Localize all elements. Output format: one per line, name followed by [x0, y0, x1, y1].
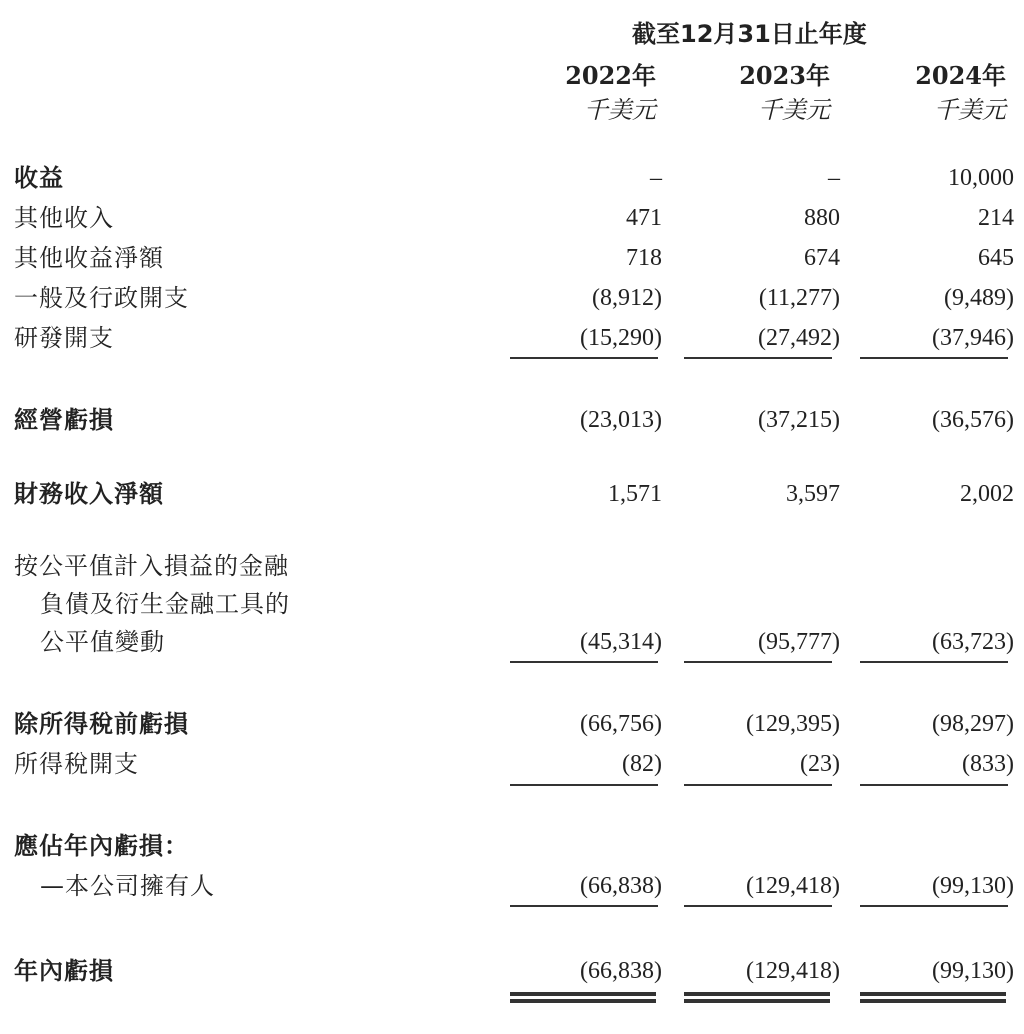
row-label-other-income: 其他收入	[14, 204, 114, 232]
row-label-loss-attributable: 應佔年內虧損：	[14, 832, 189, 860]
row-value-finance-income-2022: 1,571	[608, 481, 662, 507]
row-value-finance-income-2024: 2,002	[960, 481, 1014, 507]
total-double-rule-top-2023	[684, 992, 830, 996]
row-label-operating-loss: 經營虧損	[14, 406, 114, 434]
row-label-revenue: 收益	[14, 164, 64, 192]
total-double-rule-top-2022	[510, 992, 656, 996]
total-double-rule-bottom-2024	[860, 999, 1006, 1003]
row-label-loss-for-year: 年內虧損	[14, 957, 114, 985]
subtotal-rule-2-2024	[860, 661, 1008, 663]
row-value-owners-2022: (66,838)	[580, 873, 662, 899]
row-value-other-gains-2022: 718	[626, 245, 662, 271]
row-label-other-gains: 其他收益淨額	[14, 244, 164, 272]
unit-label-2024: 千美元	[934, 96, 1006, 124]
subtotal-rule-2-2022	[510, 661, 658, 663]
total-double-rule-bottom-2022	[510, 999, 656, 1003]
row-value-admin-expenses-2022: (8,912)	[592, 285, 662, 311]
row-value-revenue-2022: –	[650, 165, 662, 191]
subtotal-rule-3-2023	[684, 784, 832, 786]
unit-label-2022: 千美元	[584, 96, 656, 124]
row-value-rd-expenses-2023: (27,492)	[758, 325, 840, 351]
year-2022-heading: 2022年	[565, 61, 656, 90]
row-value-other-gains-2023: 674	[804, 245, 840, 271]
row-value-other-gains-2024: 645	[978, 245, 1014, 271]
row-label-fair-value-line-3: 公平值變動	[40, 628, 165, 656]
row-value-income-tax-2022: (82)	[622, 751, 662, 777]
subtotal-rule-4-2023	[684, 905, 832, 907]
subtotal-rule-3-2024	[860, 784, 1008, 786]
period-heading: 截至12月31日止年度	[632, 20, 867, 48]
row-value-loss-for-year-2024: (99,130)	[932, 958, 1014, 984]
row-value-admin-expenses-2023: (11,277)	[758, 285, 840, 311]
row-value-fair-value-2022: (45,314)	[580, 629, 662, 655]
subtotal-rule-4-2022	[510, 905, 658, 907]
row-label-owners: —本公司擁有人	[40, 872, 215, 900]
subtotal-rule-2023	[684, 357, 832, 359]
row-value-owners-2023: (129,418)	[746, 873, 840, 899]
row-value-other-income-2024: 214	[978, 205, 1014, 231]
row-value-loss-before-tax-2022: (66,756)	[580, 711, 662, 737]
unit-label-2023: 千美元	[758, 96, 830, 124]
subtotal-rule-2024	[860, 357, 1008, 359]
row-value-admin-expenses-2024: (9,489)	[944, 285, 1014, 311]
row-value-operating-loss-2022: (23,013)	[580, 407, 662, 433]
year-2023-heading: 2023年	[739, 61, 830, 90]
total-double-rule-top-2024	[860, 992, 1006, 996]
subtotal-rule-4-2024	[860, 905, 1008, 907]
row-label-fair-value-line-1: 按公平值計入損益的金融	[14, 552, 289, 580]
row-label-fair-value-line-2: 負債及衍生金融工具的	[40, 590, 290, 618]
row-value-revenue-2024: 10,000	[948, 165, 1014, 191]
row-value-revenue-2023: –	[828, 165, 840, 191]
row-value-income-tax-2024: (833)	[962, 751, 1014, 777]
row-value-owners-2024: (99,130)	[932, 873, 1014, 899]
row-value-rd-expenses-2022: (15,290)	[580, 325, 662, 351]
row-value-loss-before-tax-2024: (98,297)	[932, 711, 1014, 737]
row-label-finance-income: 財務收入淨額	[14, 480, 164, 508]
row-value-loss-for-year-2023: (129,418)	[746, 958, 840, 984]
row-value-rd-expenses-2024: (37,946)	[932, 325, 1014, 351]
row-value-fair-value-2023: (95,777)	[758, 629, 840, 655]
total-double-rule-bottom-2023	[684, 999, 830, 1003]
subtotal-rule-2-2023	[684, 661, 832, 663]
row-label-rd-expenses: 研發開支	[14, 324, 114, 352]
row-label-income-tax: 所得稅開支	[14, 750, 139, 778]
row-value-income-tax-2023: (23)	[800, 751, 840, 777]
row-value-other-income-2023: 880	[804, 205, 840, 231]
subtotal-rule-2022	[510, 357, 658, 359]
row-value-operating-loss-2023: (37,215)	[758, 407, 840, 433]
year-2024-heading: 2024年	[915, 61, 1006, 90]
row-label-admin-expenses: 一般及行政開支	[14, 284, 189, 312]
row-value-fair-value-2024: (63,723)	[932, 629, 1014, 655]
row-value-finance-income-2023: 3,597	[786, 481, 840, 507]
row-value-operating-loss-2024: (36,576)	[932, 407, 1014, 433]
row-value-loss-for-year-2022: (66,838)	[580, 958, 662, 984]
subtotal-rule-3-2022	[510, 784, 658, 786]
row-label-loss-before-tax: 除所得稅前虧損	[14, 710, 189, 738]
row-value-other-income-2022: 471	[626, 205, 662, 231]
row-value-loss-before-tax-2023: (129,395)	[746, 711, 840, 737]
